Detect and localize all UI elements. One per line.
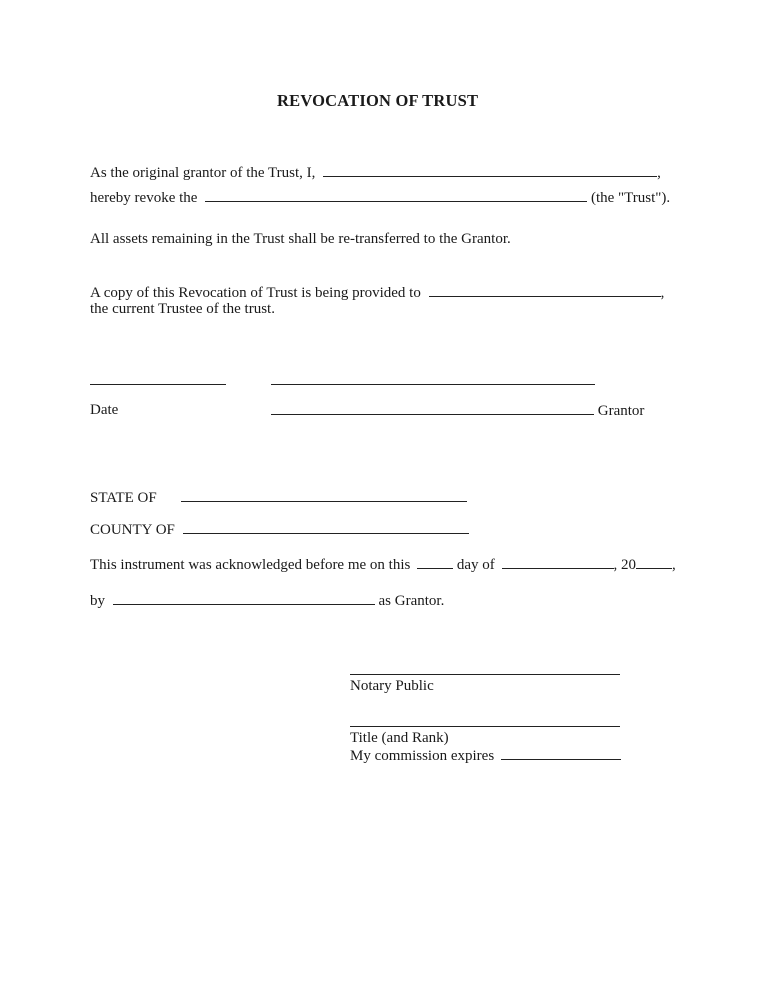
acknowledgment-text: This instrument was acknowledged before me on this bbox=[90, 557, 411, 573]
trustee-name-field[interactable] bbox=[429, 283, 661, 297]
date-signature-line[interactable] bbox=[90, 384, 226, 385]
ack-month-field[interactable] bbox=[502, 555, 614, 569]
commission-line bbox=[350, 746, 621, 765]
grantor-printed-name-field[interactable] bbox=[271, 401, 594, 415]
title-rank-label: Title (and Rank) bbox=[350, 730, 449, 746]
county-label: COUNTY OF bbox=[90, 522, 175, 538]
document-title: REVOCATION OF TRUST bbox=[277, 91, 479, 110]
copy-provided-text: A copy of this Revocation of Trust is being provided to bbox=[90, 285, 421, 301]
grantor-label: Grantor bbox=[597, 403, 645, 419]
acknowledgment-line bbox=[90, 555, 676, 574]
by-label: by bbox=[90, 593, 105, 609]
state-field[interactable] bbox=[181, 488, 467, 502]
ack-day-of-text: day of bbox=[456, 557, 495, 573]
ack-year-prefix: , 20 bbox=[613, 557, 636, 573]
commission-label: My commission expires bbox=[350, 748, 495, 764]
grantor-name-field[interactable] bbox=[323, 163, 657, 177]
grantor-signature-line[interactable] bbox=[271, 384, 595, 385]
by-name-field[interactable] bbox=[113, 591, 375, 605]
notary-public-label: Notary Public bbox=[350, 678, 434, 694]
state-label: STATE OF bbox=[90, 490, 157, 506]
grantor-statement-line bbox=[90, 163, 661, 182]
trust-name-field[interactable] bbox=[205, 188, 587, 202]
grantor-line-comma: , bbox=[657, 165, 661, 181]
as-grantor-text: as Grantor. bbox=[378, 593, 445, 609]
ack-line-comma: , bbox=[672, 557, 676, 573]
state-line bbox=[90, 488, 467, 507]
grantor-printed-line bbox=[271, 401, 644, 420]
revoke-statement-text: hereby revoke the bbox=[90, 190, 198, 206]
current-trustee-text: the current Trustee of the trust. bbox=[90, 301, 275, 317]
grantor-statement-text: As the original grantor of the Trust, I, bbox=[90, 165, 316, 181]
date-label: Date bbox=[90, 402, 119, 418]
trust-suffix-text: (the "Trust"). bbox=[590, 190, 671, 206]
ack-day-field[interactable] bbox=[417, 555, 453, 569]
title-rank-line[interactable] bbox=[350, 726, 620, 727]
by-line bbox=[90, 591, 444, 610]
notary-signature-line[interactable] bbox=[350, 674, 620, 675]
county-line bbox=[90, 520, 469, 539]
ack-year-field[interactable] bbox=[636, 555, 672, 569]
county-field[interactable] bbox=[183, 520, 469, 534]
trustee-line-comma: , bbox=[660, 285, 665, 301]
assets-statement: All assets remaining in the Trust shall be re-transferred to the Grantor. bbox=[90, 231, 511, 247]
revoke-statement-line bbox=[90, 188, 670, 207]
commission-expires-field[interactable] bbox=[501, 746, 621, 760]
